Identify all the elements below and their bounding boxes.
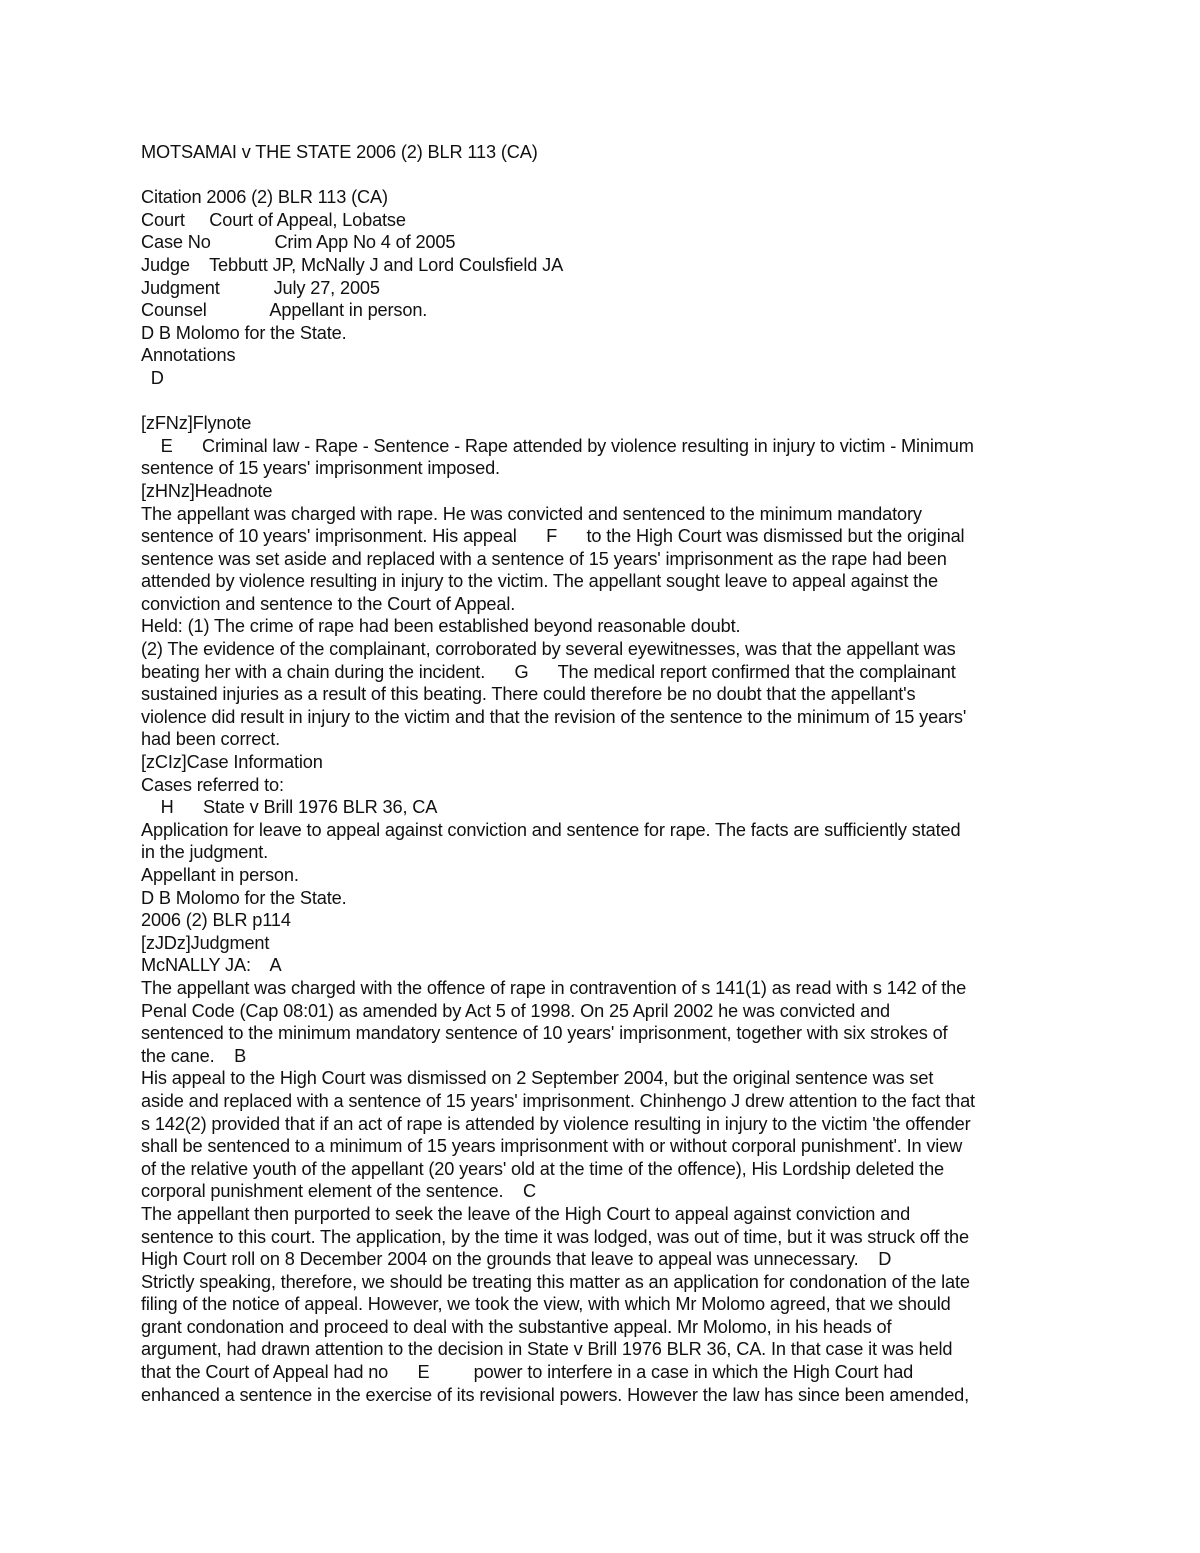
text-line: E Criminal law - Rape - Sentence - Rape attended by violence resulting in injury to victim - Minimum <box>141 435 974 456</box>
text-line: sentence of 15 years' imprisonment imposed. <box>141 458 500 479</box>
text-line: Appellant in person. <box>141 865 299 885</box>
text-line: grant condonation and proceed to deal with the substantive appeal. Mr Molomo, in his heads of <box>141 1316 892 1337</box>
text-line: [zHNz]Headnote <box>141 480 273 501</box>
document-text <box>141 141 1071 1406</box>
text-line: (2) The evidence of the complainant, corroborated by several eyewitnesses, was that the appellant was <box>141 639 956 660</box>
text-line: Held: (1) The crime of rape had been established beyond reasonable doubt. <box>141 616 741 637</box>
text-line: The appellant was charged with rape. He was convicted and sentenced to the minimum mandatory <box>141 503 922 524</box>
text-line: argument, had drawn attention to the decision in State v Brill 1976 BLR 36, CA. In that case it was held <box>141 1339 953 1360</box>
case-body-block <box>141 412 1071 1406</box>
header-line: Annotations <box>141 345 236 366</box>
header-line: Judgment July 27, 2005 <box>141 277 380 298</box>
header-line: D B Molomo for the State. <box>141 322 347 343</box>
text-line: shall be sentenced to a minimum of 15 years imprisonment with or without corporal punishment'. In view <box>141 1136 963 1157</box>
text-line: D B Molomo for the State. <box>141 887 347 908</box>
blank-line <box>141 390 1071 413</box>
text-line: sentenced to the minimum mandatory sentence of 10 years' imprisonment, together with six strokes of <box>141 1023 948 1044</box>
text-line: that the Court of Appeal had no E power to interfere in a case in which the High Court had <box>141 1362 914 1383</box>
text-line: sentence of 10 years' imprisonment. His appeal F to the High Court was dismissed but the original <box>141 526 965 547</box>
text-line: attended by violence resulting in injury to the victim. The appellant sought leave to appeal against the <box>141 571 938 592</box>
text-line: had been correct. <box>141 729 280 750</box>
header-line: Counsel Appellant in person. <box>141 300 428 321</box>
text-line: beating her with a chain during the incident. G The medical report confirmed that the complainant <box>141 661 956 682</box>
text-line: H State v Brill 1976 BLR 36, CA <box>141 797 438 818</box>
text-line: sentence to this court. The application, by the time it was lodged, was out of time, but it was struck off the <box>141 1226 969 1247</box>
text-line: aside and replaced with a sentence of 15 years' imprisonment. Chinhengo J drew attention to the fact that <box>141 1090 975 1111</box>
text-line: corporal punishment element of the sentence. C <box>141 1181 537 1202</box>
text-line: [zFNz]Flynote <box>141 413 252 434</box>
text-line: Cases referred to: <box>141 774 284 795</box>
text-line: McNALLY JA: A <box>141 955 282 976</box>
text-line: filing of the notice of appeal. However, we took the view, with which Mr Molomo agreed, that we should <box>141 1294 951 1315</box>
text-line: High Court roll on 8 December 2004 on the grounds that leave to appeal was unnecessary. D <box>141 1249 892 1270</box>
text-line: sentence was set aside and replaced with a sentence of 15 years' imprisonment as the rape had been <box>141 548 947 569</box>
text-line: His appeal to the High Court was dismissed on 2 September 2004, but the original sentence was set <box>141 1068 934 1089</box>
text-line: Strictly speaking, therefore, we should be treating this matter as an application for condonation of the late <box>141 1271 970 1292</box>
text-line: sustained injuries as a result of this beating. There could therefore be no doubt that the appellant's <box>141 684 916 705</box>
text-line: [zJDz]Judgment <box>141 932 270 953</box>
text-line: [zCIz]Case Information <box>141 752 323 773</box>
text-line: The appellant then purported to seek the leave of the High Court to appeal against conviction and <box>141 1203 911 1224</box>
header-line: D <box>141 367 164 388</box>
text-line: of the relative youth of the appellant (20 years' old at the time of the offence), His Lordship deleted the <box>141 1158 945 1179</box>
text-line: Application for leave to appeal against conviction and sentence for rape. The facts are sufficiently stated <box>141 819 961 840</box>
text-line: conviction and sentence to the Court of Appeal. <box>141 593 516 614</box>
text-line: 2006 (2) BLR p114 <box>141 910 291 931</box>
text-line: s 142(2) provided that if an act of rape is attended by violence resulting in injury to the victim 'the offender <box>141 1113 971 1134</box>
text-line: The appellant was charged with the offence of rape in contravention of s 141(1) as read with s 142 of the <box>141 977 967 998</box>
header-line: Citation 2006 (2) BLR 113 (CA) <box>141 187 388 208</box>
case-header-block <box>141 186 1071 389</box>
text-line: enhanced a sentence in the exercise of its revisional powers. However the law has since been amended, <box>141 1384 970 1405</box>
text-line: in the judgment. <box>141 842 269 863</box>
case-title: MOTSAMAI v THE STATE 2006 (2) BLR 113 (CA) <box>141 142 538 162</box>
header-line: Judge Tebbutt JP, McNally J and Lord Coulsfield JA <box>141 254 564 275</box>
text-line: violence did result in injury to the victim and that the revision of the sentence to the minimum of 15 years' <box>141 706 967 727</box>
text-line: the cane. B <box>141 1045 247 1066</box>
header-line: Court Court of Appeal, Lobatse <box>141 209 406 230</box>
header-line: Case No Crim App No 4 of 2005 <box>141 232 456 253</box>
text-line: Penal Code (Cap 08:01) as amended by Act 5 of 1998. On 25 April 2002 he was convicted and <box>141 1000 891 1021</box>
